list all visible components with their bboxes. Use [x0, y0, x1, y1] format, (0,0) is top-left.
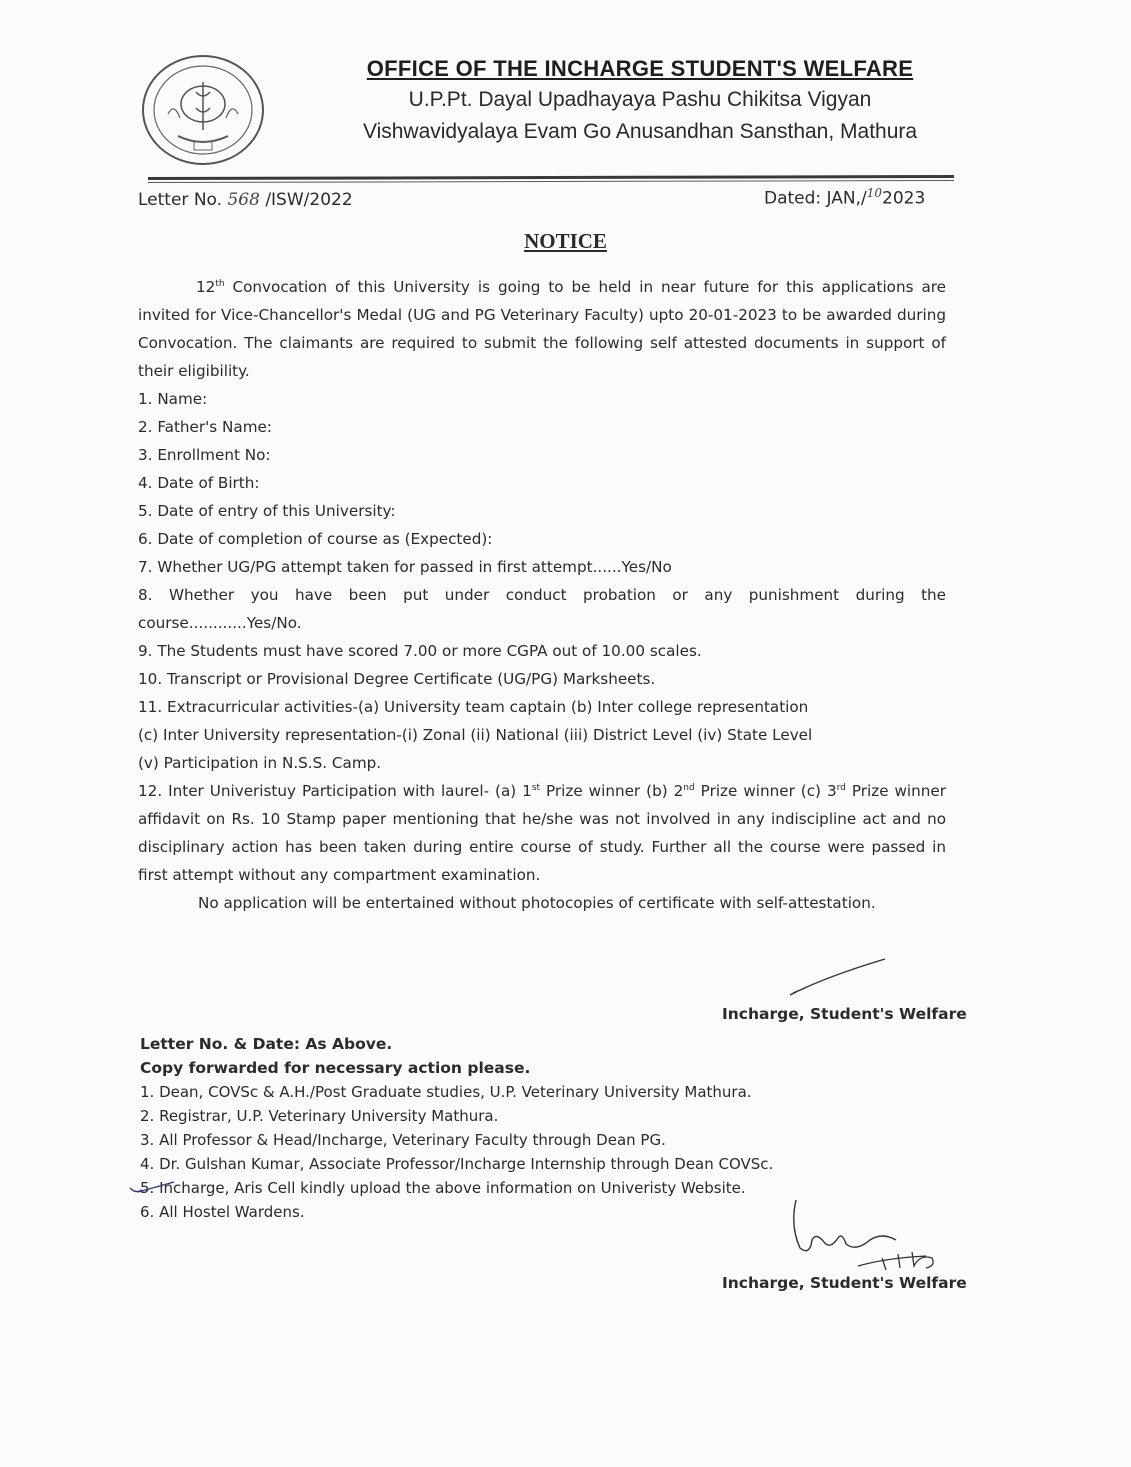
- signatory-title-1: Incharge, Student's Welfare: [722, 1005, 967, 1023]
- item12-part-c: Prize winner (c) 3: [694, 782, 837, 800]
- copy-list-item: 6. All Hostel Wardens.: [140, 1203, 305, 1221]
- header-rule-thin: [148, 180, 954, 183]
- item12-sup-a: st: [531, 782, 541, 793]
- list-item: (v) Participation in N.S.S. Camp.: [138, 754, 382, 772]
- list-item: 9. The Students must have scored 7.00 or more CGPA out of 10.00 scales.: [138, 642, 702, 660]
- intro-paragraph: [138, 273, 946, 385]
- signatory-title-2: Incharge, Student's Welfare: [722, 1274, 967, 1292]
- list-item: 7. Whether UG/PG attempt taken for passed in first attempt......Yes/No: [138, 558, 672, 576]
- handwritten-signature: [786, 1196, 956, 1274]
- list-item: 1. Name:: [138, 390, 208, 408]
- list-item: 10. Transcript or Provisional Degree Certificate (UG/PG) Marksheets.: [138, 670, 656, 688]
- letter-number: [138, 190, 353, 210]
- closing-statement: No application will be entertained without photocopies of certificate with self-attestation.: [198, 894, 876, 912]
- dated-prefix: Dated: JAN,/: [764, 188, 867, 209]
- intro-ordinal: 12: [196, 278, 216, 296]
- letter-number-prefix: Letter No.: [138, 190, 223, 210]
- letter-date: [764, 186, 925, 209]
- copy-list-item: 5. Incharge, Aris Cell kindly upload the above information on Univeristy Website.: [140, 1179, 746, 1197]
- handwritten-strike-mark: [128, 1176, 184, 1200]
- notice-body: [138, 273, 946, 917]
- dated-day-handwritten: 10: [866, 186, 883, 200]
- intro-text: Convocation of this University is going to be held in near future for this applications are invited for Vice-Chancellor's Medal (UG and PG Veterinary Faculty) upto 20-01-2023 to be awarded during Convocation. The claimants are required to submit the following self attested documents in support of their eligibility.: [138, 278, 947, 380]
- list-item: 2. Father's Name:: [138, 418, 272, 436]
- copy-heading: Copy forwarded for necessary action please.: [140, 1059, 531, 1077]
- list-item: 5. Date of entry of this University:: [138, 502, 396, 520]
- list-item-12: [138, 777, 946, 889]
- office-title: OFFICE OF THE INCHARGE STUDENT'S WELFARE: [366, 56, 914, 81]
- letter-number-handwritten: 568: [227, 190, 260, 210]
- item12-part-b: Prize winner (b) 2: [540, 782, 684, 800]
- item12-sup-c: rd: [836, 782, 846, 793]
- list-item: 4. Date of Birth:: [138, 474, 260, 492]
- item12-rest: Prize winner affidavit on Rs. 10 Stamp paper mentioning that he/she was not involved in any indiscipline act and no disciplinary action has been taken during entire course of study. Further all the course were passed in first attempt without any compartment examination.: [138, 782, 946, 884]
- dated-year: 2023: [882, 188, 926, 209]
- list-item: 6. Date of completion of course as (Expected):: [138, 530, 493, 548]
- university-seal-logo: [138, 52, 268, 170]
- letter-number-suffix: /ISW/2022: [265, 190, 353, 210]
- copy-list-item: 4. Dr. Gulshan Kumar, Associate Professor/Incharge Internship through Dean COVSc.: [140, 1155, 774, 1173]
- list-item: 3. Enrollment No:: [138, 446, 271, 464]
- office-header: [330, 56, 950, 144]
- university-name-line-2: Vishwavidyalaya Evam Go Anusandhan Sansthan, Mathura: [362, 120, 918, 143]
- list-item: (c) Inter University representation-(i) Zonal (ii) National (iii) District Level (iv) State Level: [138, 726, 813, 744]
- copy-list-item: 3. All Professor & Head/Incharge, Veterinary Faculty through Dean PG.: [140, 1131, 666, 1149]
- notice-heading: NOTICE: [524, 229, 607, 253]
- item12-part-a: 12. Inter Univeristuy Participation with laurel- (a) 1: [138, 782, 532, 800]
- signature-stroke: [785, 955, 890, 1000]
- copy-reference: Letter No. & Date: As Above.: [140, 1035, 393, 1053]
- list-item: 11. Extracurricular activities-(a) University team captain (b) Inter college representation: [138, 698, 809, 716]
- copy-list-item: 1. Dean, COVSc & A.H./Post Graduate studies, U.P. Veterinary University Mathura.: [140, 1083, 752, 1101]
- list-item: 8. Whether you have been put under conduct probation or any punishment during the course............Yes/No.: [138, 586, 946, 632]
- intro-ordinal-suffix: th: [215, 278, 225, 289]
- university-name-line-1: U.P.Pt. Dayal Upadhayaya Pashu Chikitsa Vigyan: [408, 88, 872, 111]
- item12-sup-b: nd: [683, 782, 695, 793]
- copy-list-item: 2. Registrar, U.P. Veterinary University Mathura.: [140, 1107, 499, 1125]
